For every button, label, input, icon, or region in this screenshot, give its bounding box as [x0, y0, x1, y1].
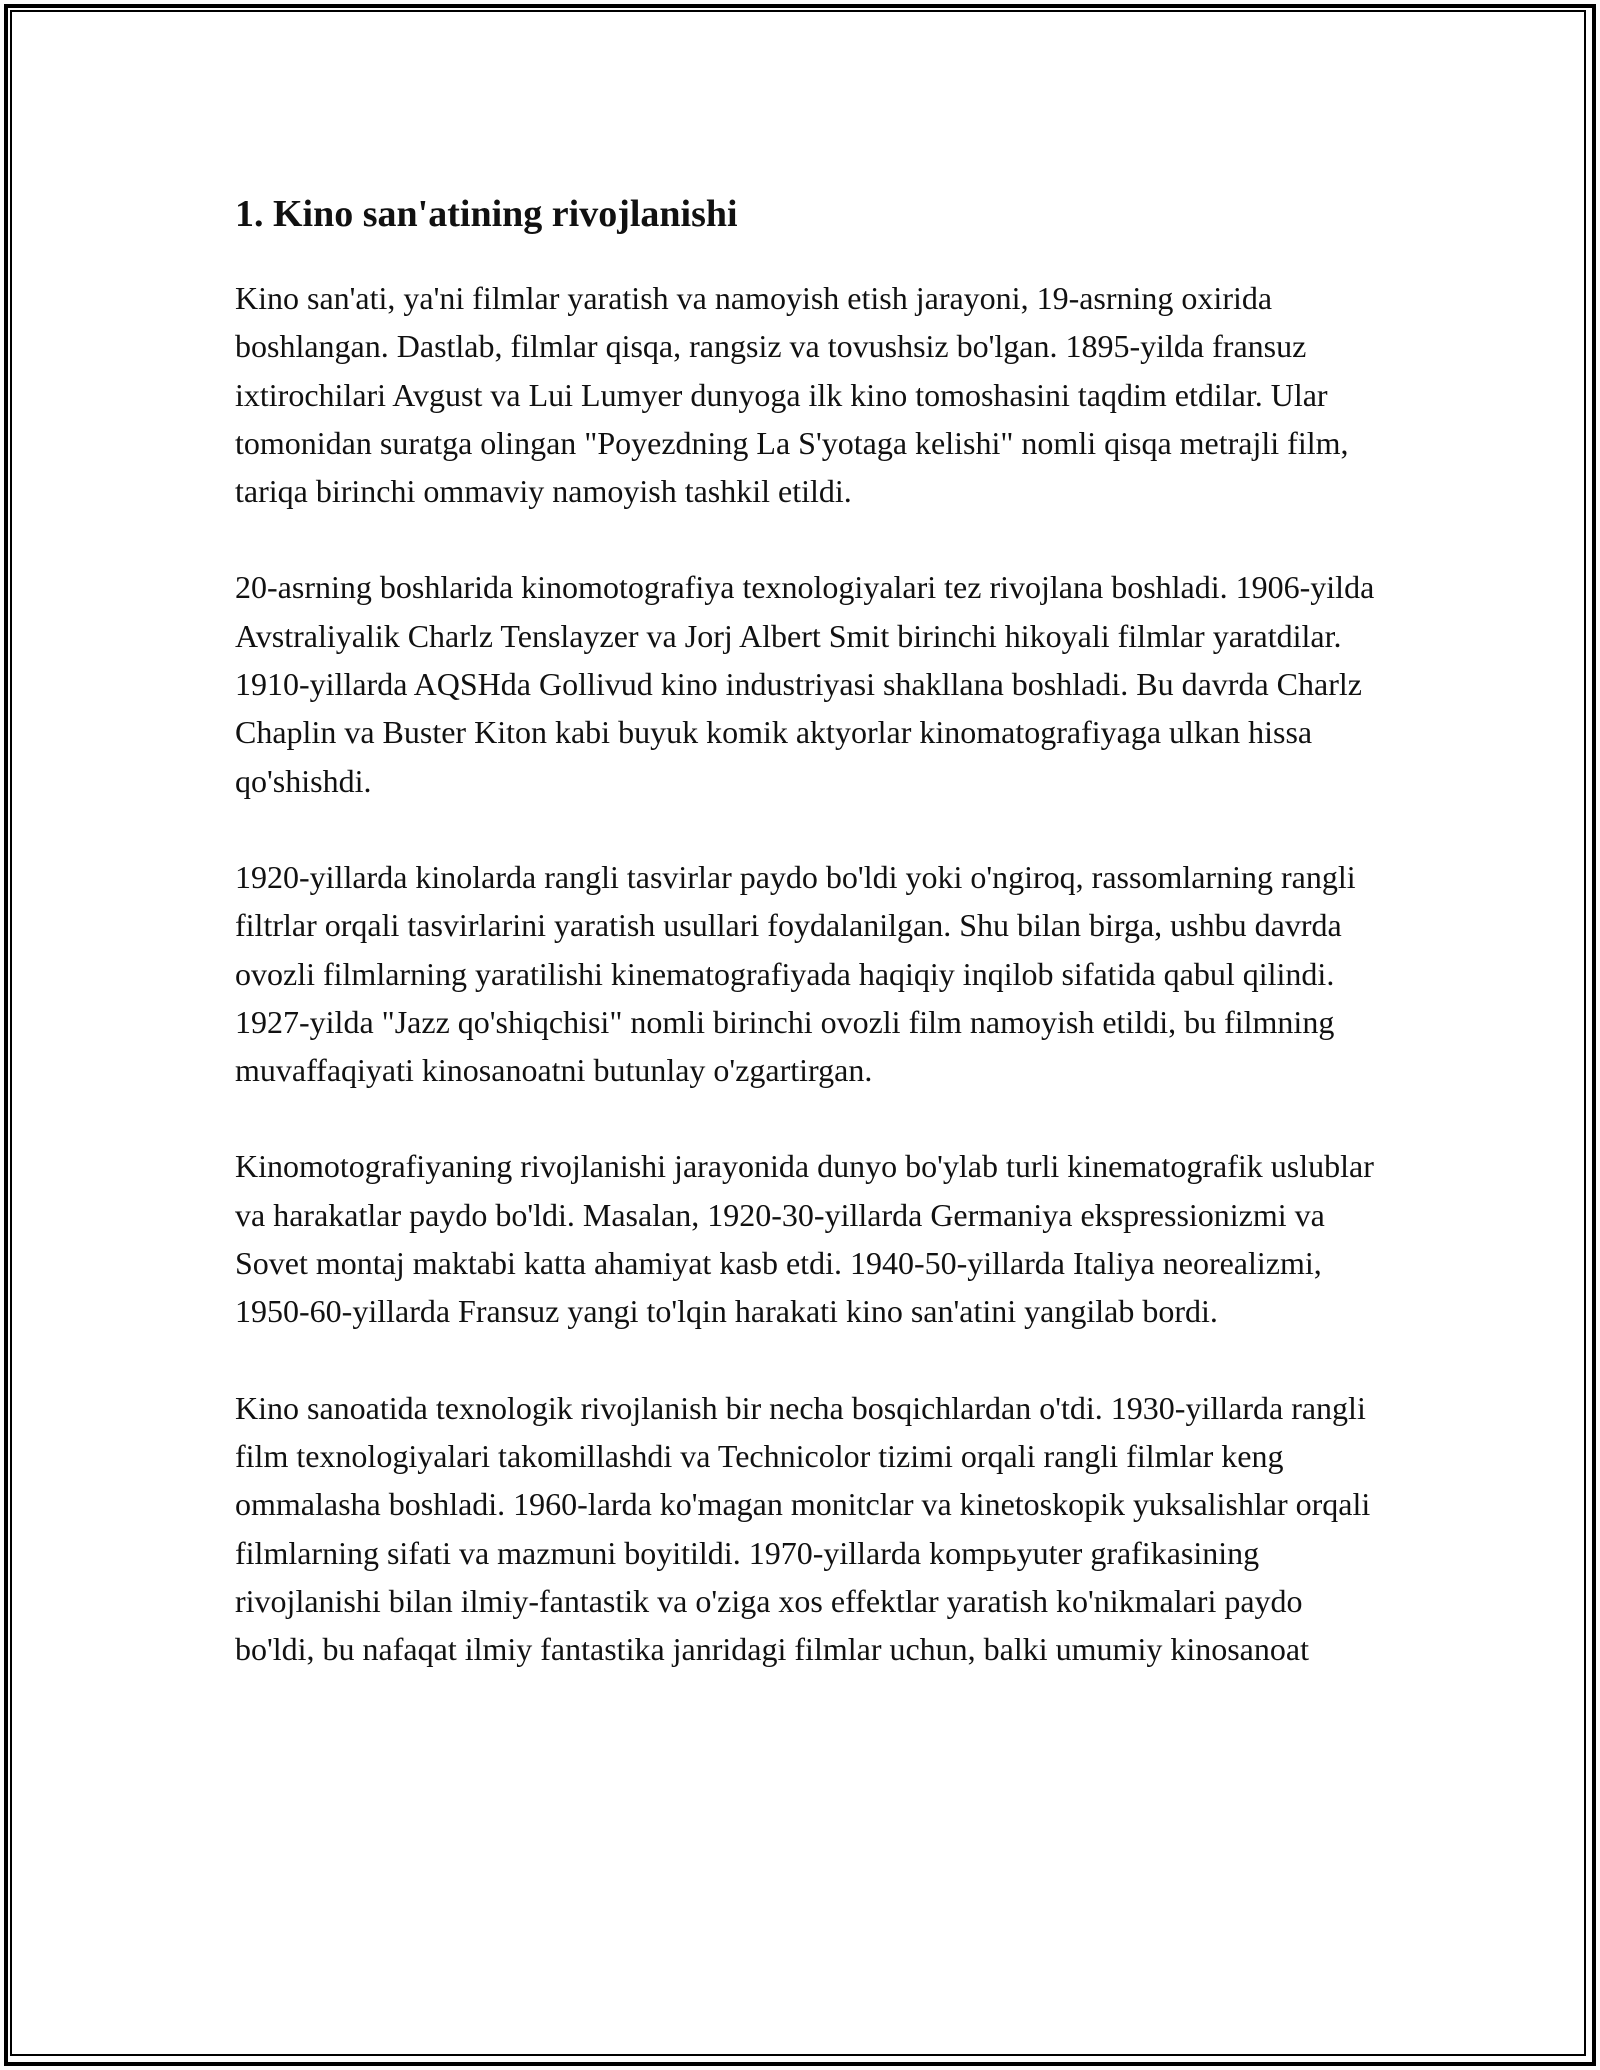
- paragraph-1: Kino san'ati, ya'ni filmlar yaratish va namoyish etish jarayoni, 19-asrning oxirida boshlangan. Dastlab, filmlar qisqa, rangsiz va tovushsiz bo'lgan. 1895-yilda fransuz ixtirochilari Avgust va Lui Lumyer dunyoga ilk kino tomoshasini taqdim etdilar. Ular tomonidan suratga olingan "Poyezdning La S'yotaga kelishi" nomli qisqa metrajli film, tariqa birinchi ommaviy namoyish tashkil etildi.: [235, 280, 1349, 510]
- section-heading: 1. Kino san'atining rivojlanishi: [235, 193, 738, 235]
- paragraph-2: 20-asrning boshlarida kinomotografiya texnologiyalari tez rivojlana boshladi. 1906-yilda Avstraliyalik Charlz Tenslayzer va Jorj Albert Smit birinchi hikoyali filmlar yaratdilar. 1910-yillarda AQSHda Gollivud kino industriyasi shakllana boshladi. Bu davrda Charlz Chaplin va Buster Kiton kabi buyuk komik aktyorlar kinomatografiyaga ulkan hissa qo'shishdi.: [235, 569, 1375, 799]
- paragraph-4: Kinomotografiyaning rivojlanishi jarayonida dunyo bo'ylab turli kinematografik uslublar va harakatlar paydo bo'ldi. Masalan, 1920-30-yillarda Germaniya ekspressionizmi va Sovet montaj maktabi katta ahamiyat kasb etdi. 1940-50-yillarda Italiya neorealizmi, 1950-60-yillarda Fransuz yangi to'lqin harakati kino san'atini yangilab bordi.: [235, 1148, 1374, 1330]
- paragraph-3: 1920-yillarda kinolarda rangli tasvirlar paydo bo'ldi yoki o'ngiroq, rassomlarning rangli filtrlar orqali tasvirlarini yaratish usullari foydalanilgan. Shu bilan birga, ushbu davrda ovozli filmlarning yaratilishi kinematografiyada haqiqiy inqilob sifatida qabul qilindi. 1927-yilda "Jazz qo'shiqchisi" nomli birinchi ovozli film namoyish etildi, bu filmning muvaffaqiyati kinosanoatni butunlay o'zgartirgan.: [235, 858, 1356, 1089]
- document-body: [235, 186, 1385, 1721]
- paragraph-5: Kino sanoatida texnologik rivojlanish bir necha bosqichlardan o'tdi. 1930-yillarda rangli film texnologiyalari takomillashdi va Technicolor tizimi orqali rangli filmlar keng ommalasha boshladi. 1960-larda ko'magan monitclar va kinetoskopik yuksalishlar orqali filmlarning sifati va mazmuni boyitildi. 1970-yillarda kompьyuter grafikasining rivojlanishi bilan ilmiy-fantastik va o'ziga xos effektlar yaratish ko'nikmalari paydo bo'ldi, bu nafaqat ilmiy fantastika janridagi filmlar uchun, balki umumiy kinosanoat: [235, 1389, 1371, 1668]
